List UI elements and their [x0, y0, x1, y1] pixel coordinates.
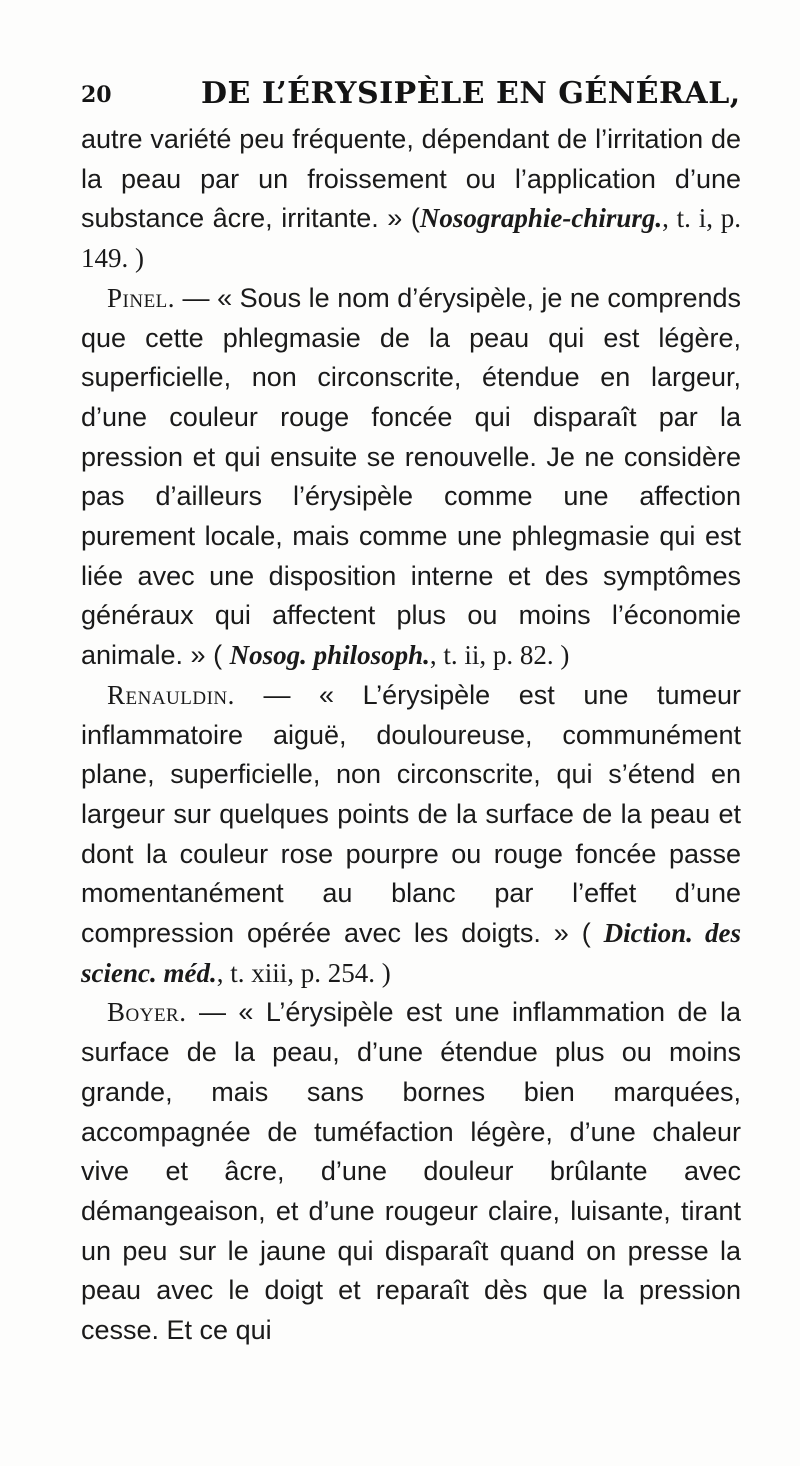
paragraph-text: — « L’érysipèle est une inflammation de la surface de la peau, d’une étendue plus ou moins grande, mais sans bornes bien marquées, accompagnée de tuméfaction légère, d’une chaleur vive et âcre, d’une douleur brûlante avec démangeaison, et d’une rougeur claire, luisante, tirant un peu sur le jaune qui disparaît quand on presse la peau avec le doigt et reparaît dès que la pression cesse. Et ce qui — [81, 997, 741, 1346]
running-title: DE L’ÉRYSIPÈLE EN GÉNÉRAL, — [201, 76, 741, 111]
paragraph-boyer — [81, 993, 741, 1350]
paragraph-continuation — [81, 120, 741, 279]
paragraph-text: autre variété peu fréquente, dépendant de l’irritation de la peau par un froissement ou l’application d’une substance âcre, irritante. » ( — [81, 124, 741, 234]
citation-reference: , t. ii, p. 82. ) — [429, 640, 570, 671]
page-number: 20 — [81, 82, 112, 108]
citation-reference: , t. i, p. 149. ) — [81, 203, 741, 274]
page-header — [81, 72, 760, 118]
citation-reference: , t. xiii, p. 254. ) — [216, 957, 391, 988]
body-text — [81, 120, 741, 1351]
paragraph-text: — « L’érysipèle est une tumeur inflammatoire aiguë, douloureuse, communément plane, superficielle, non circonscrite, qui s’étend en largeur sur quelques points de la surface de la peau et dont la couleur rose pourpre ou rouge foncée passe momentanément au blanc par l’effet d’une compression opérée avec les doigts. » ( — [81, 679, 741, 949]
author-name: Pinel. — [107, 282, 176, 313]
author-name: Renauldin. — [107, 679, 235, 710]
author-name: Boyer. — [107, 997, 187, 1028]
citation-title: Nosog. philosoph. — [229, 640, 430, 671]
paragraph-text: — « Sous le nom d’érysipèle, je ne comprends que cette phlegmasie de la peau qui est légère, superficielle, non circonscrite, étendue en largeur, d’une couleur rouge foncée qui disparaît par la pression et qui ensuite se renouvelle. Je ne considère pas d’ailleurs l’érysipèle comme une affection purement locale, mais comme une phlegmasie qui est liée avec une disposition interne et des symptômes généraux qui affectent plus ou moins l’économie animale. » ( — [81, 282, 741, 671]
citation-title: Nosographie-chirurg. — [419, 203, 663, 234]
citation-title: Diction. des scienc. méd. — [81, 918, 741, 988]
paragraph-renauldin — [81, 676, 741, 994]
paragraph-pinel — [81, 279, 741, 676]
